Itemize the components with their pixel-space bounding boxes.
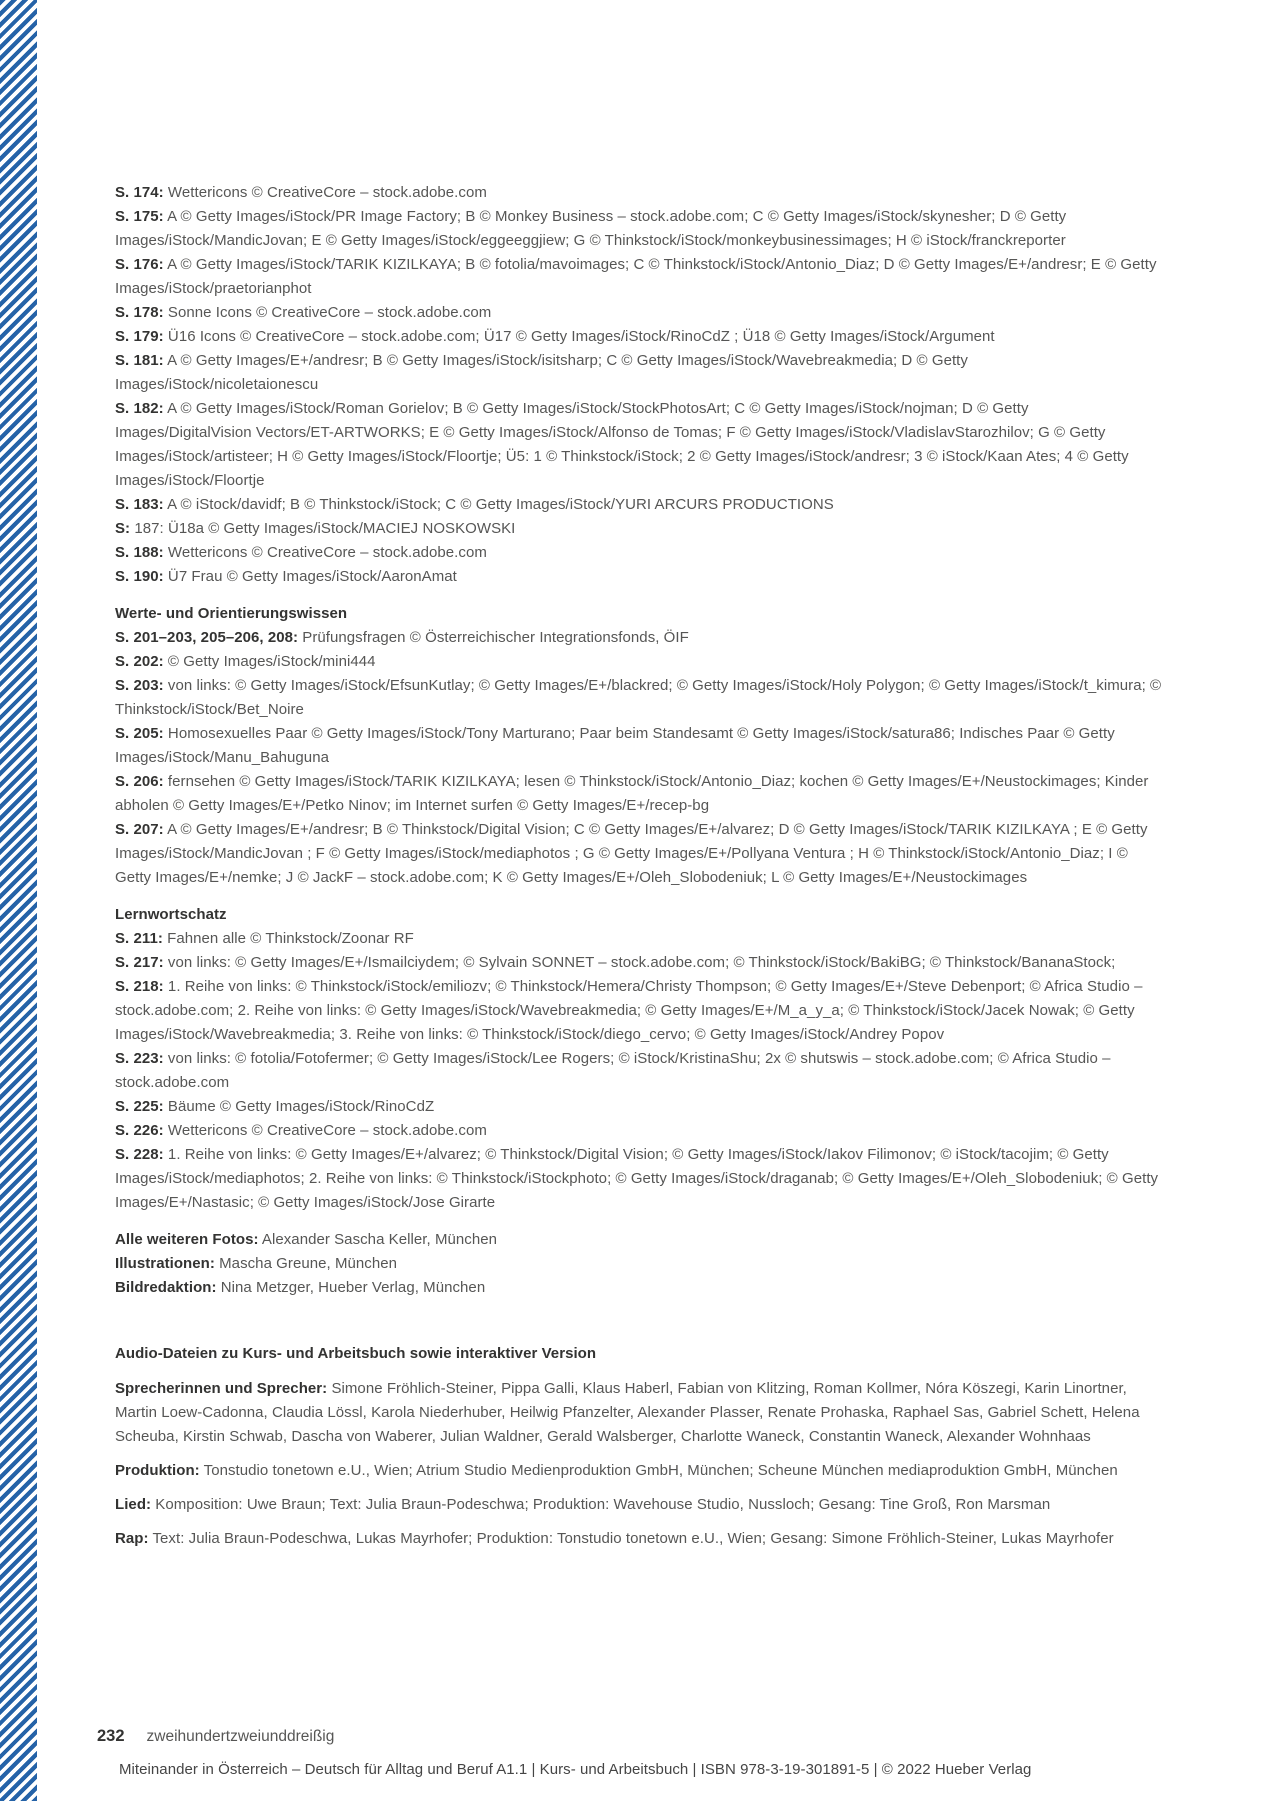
credit-entry: Sprecherinnen und Sprecher: Simone Fröhlich-Steiner, Pippa Galli, Klaus Haberl, Fabian von Klitzing, Roman Kollmer, Nóra Köszegi, Karin Linortner, Martin Loew-Cadonna, Claudia Lössl, Karola Niederhuber, Heilwig Pfanzelter, Alexander Plasser, Renate Prohaska, Raphael Sas, Gabriel Schett, Helena Scheuba, Kirstin Schwab, Dascha von Waberer, Julian Waldner, Gerald Walsberger, Charlotte Waneck, Constantin Waneck, Alexander Wohnhaas <box>115 1380 1140 1445</box>
credit-entry: S. 190: Ü7 Frau © Getty Images/iStock/AaronAmat <box>115 568 457 585</box>
credits-section-colophon <box>115 1228 1163 1300</box>
page-number-line <box>97 1724 334 1749</box>
credit-entry-label: Sprecherinnen und Sprecher: <box>115 1380 328 1397</box>
credit-entry: S. 203: von links: © Getty Images/iStock/EfsunKutlay; © Getty Images/E+/blackred; © Getty Images/iStock/Holy Polygon; © Getty Images/iStock/t_kimura; © Thinkstock/iStock/Bet_Noire <box>115 677 1162 718</box>
credit-entry: S. 211: Fahnen alle © Thinkstock/Zoonar RF <box>115 930 414 947</box>
credit-entry-label: Lied: <box>115 1496 152 1513</box>
credit-entry-label: S. 183: <box>115 496 164 513</box>
decorative-stripe-band <box>0 0 37 1801</box>
credit-entry: Illustrationen: Mascha Greune, München <box>115 1255 398 1272</box>
credit-entry-label: S. 188: <box>115 544 164 561</box>
credit-entry: S. 182: A © Getty Images/iStock/Roman Gorielov; B © Getty Images/iStock/StockPhotosArt; C © Getty Images/iStock/nojman; D © Getty Images/DigitalVision Vectors/ET-ARTWORKS; E © Getty Images/iStock/Alfonso de Tomas; F © Getty Images/iStock/VladislavStarozhilov; G © Getty Images/iStock/artisteer; H © Getty Images/iStock/Floortje; Ü5: 1 © Thinkstock/iStock; 2 © Getty Images/iStock/andresr; 3 © iStock/Kaan Ates; 4 © Getty Images/iStock/Floortje <box>115 400 1129 489</box>
credit-entry: S. 201–203, 205–206, 208: Prüfungsfragen © Österreichischer Integrationsfonds, ÖIF <box>115 629 689 646</box>
imprint-line: Miteinander in Österreich – Deutsch für Alltag und Beruf A1.1 | Kurs- und Arbeitsbuch | ISBN 978-3-19-301891-5 | © 2022 Hueber Verlag <box>119 1761 1032 1778</box>
page-number-word: zweihundertzweiunddreißig <box>146 1728 335 1745</box>
credit-entry-label: S. 218: <box>115 978 164 995</box>
credit-entry-label: Illustrationen: <box>115 1255 215 1272</box>
page-number: 232 <box>97 1727 125 1745</box>
credit-entry-label: S. 211: <box>115 930 163 947</box>
credit-entry-label: S. 179: <box>115 328 164 345</box>
credit-entry-label: S. 178: <box>115 304 164 321</box>
credit-entry-label: Bildredaktion: <box>115 1279 217 1296</box>
section-heading: Audio-Dateien zu Kurs- und Arbeitsbuch sowie interaktiver Version <box>115 1345 597 1362</box>
credit-entry: Bildredaktion: Nina Metzger, Hueber Verlag, München <box>115 1279 486 1296</box>
credit-entry-label: S. 217: <box>115 954 164 971</box>
credit-entry: S. 206: fernsehen © Getty Images/iStock/TARIK KIZILKAYA; lesen © Thinkstock/iStock/Antonio_Diaz; kochen © Getty Images/E+/Neustockimages; Kinder abholen © Getty Images/E+/Petko Ninov; im Internet surfen © Getty Images/E+/recep-bg <box>115 773 1149 814</box>
credits-section-photos <box>115 181 1163 589</box>
credit-entry: S. 228: 1. Reihe von links: © Getty Images/E+/alvarez; © Thinkstock/Digital Vision; © Getty Images/iStock/Iakov Filimonov; © iStock/tacojim; © Getty Images/iStock/mediaphotos; 2. Reihe von links: © Thinkstock/iStockphoto; © Getty Images/iStock/draganab; © Getty Images/E+/Oleh_Slobodeniuk; © Getty Images/E+/Nastasic; © Getty Images/iStock/Jose Girarte <box>115 1146 1159 1211</box>
credit-entry-label: S. 174: <box>115 184 164 201</box>
credit-entry: Produktion: Tonstudio tonetown e.U., Wien; Atrium Studio Medienproduktion GmbH, München; Scheune München mediaproduktion GmbH, München <box>115 1462 1118 1479</box>
credit-entry: S. 175: A © Getty Images/iStock/PR Image Factory; B © Monkey Business – stock.adobe.com; C © Getty Images/iStock/skynesher; D © Getty Images/iStock/MandicJovan; E © Getty Images/iStock/eggeeggjiew; G © Thinkstock/iStock/monkeybusinessimages; H © iStock/franckreporter <box>115 208 1067 249</box>
credits-section-werte <box>115 602 1163 890</box>
credit-entry-label: S. 176: <box>115 256 164 273</box>
credit-entry-label: Produktion: <box>115 1462 200 1479</box>
credit-entry: S. 188: Wettericons © CreativeCore – stock.adobe.com <box>115 544 487 561</box>
credit-entry: S. 217: von links: © Getty Images/E+/Ismailciydem; © Sylvain SONNET – stock.adobe.com; © Thinkstock/iStock/BakiBG; © Thinkstock/BananaStock; <box>115 954 1116 971</box>
credit-entry: S. 181: A © Getty Images/E+/andresr; B © Getty Images/iStock/isitsharp; C © Getty Images/iStock/Wavebreakmedia; D © Getty Images/iStock/nicoletaionescu <box>115 352 968 393</box>
credit-entry-label: S. 228: <box>115 1146 164 1163</box>
credit-entry: Lied: Komposition: Uwe Braun; Text: Julia Braun-Podeschwa; Produktion: Wavehouse Studio, Nussloch; Gesang: Tine Groß, Ron Marsman <box>115 1496 1051 1513</box>
credit-entry: Rap: Text: Julia Braun-Podeschwa, Lukas Mayrhofer; Produktion: Tonstudio tonetown e.U., Wien; Gesang: Simone Fröhlich-Steiner, Lukas Mayrhofer <box>115 1530 1114 1547</box>
credit-entry: S. 202: © Getty Images/iStock/mini444 <box>115 653 376 670</box>
credit-entry: S. 223: von links: © fotolia/Fotofermer; © Getty Images/iStock/Lee Rogers; © iStock/KristinaShu; 2x © shutswis – stock.adobe.com; © Africa Studio – stock.adobe.com <box>115 1050 1111 1091</box>
credit-entry-label: S. 182: <box>115 400 164 417</box>
credit-entry-label: S. 201–203, 205–206, 208: <box>115 629 299 646</box>
credit-entry-label: S. 223: <box>115 1050 164 1067</box>
credit-entry-label: S. 203: <box>115 677 164 694</box>
credit-entry: Alle weiteren Fotos: Alexander Sascha Keller, München <box>115 1231 497 1248</box>
credit-entry: S. 225: Bäume © Getty Images/iStock/RinoCdZ <box>115 1098 435 1115</box>
credit-entry: S. 207: A © Getty Images/E+/andresr; B © Thinkstock/Digital Vision; C © Getty Images/E+/alvarez; D © Getty Images/iStock/TARIK KIZILKAYA ; E © Getty Images/iStock/MandicJovan ; F © Getty Images/iStock/mediaphotos ; G © Getty Images/E+/Pollyana Ventura ; H © Thinkstock/iStock/Antonio_Diaz; I © Getty Images/E+/nemke; J © JackF – stock.adobe.com; K © Getty Images/E+/Oleh_Slobodeniuk; L © Getty Images/E+/Neustockimages <box>115 821 1148 886</box>
credit-entry-label: S. 205: <box>115 725 164 742</box>
credits-list <box>115 181 1163 1551</box>
credit-entry: S. 183: A © iStock/davidf; B © Thinkstock/iStock; C © Getty Images/iStock/YURI ARCURS PRODUCTIONS <box>115 496 834 513</box>
credit-entry: S: 187: Ü18a © Getty Images/iStock/MACIEJ NOSKOWSKI <box>115 520 516 537</box>
credits-section-lernwortschatz <box>115 903 1163 1215</box>
credit-entry-label: S. 206: <box>115 773 164 790</box>
credit-entry-label: S. 175: <box>115 208 164 225</box>
credit-entry-label: Rap: <box>115 1530 149 1547</box>
credit-entry: S. 205: Homosexuelles Paar © Getty Images/iStock/Tony Marturano; Paar beim Standesamt © Getty Images/iStock/satura86; Indisches Paar © Getty Images/iStock/Manu_Bahuguna <box>115 725 1115 766</box>
credit-entry-label: S. 207: <box>115 821 164 838</box>
credit-entry: S. 226: Wettericons © CreativeCore – stock.adobe.com <box>115 1122 487 1139</box>
credit-entry-label: S. 202: <box>115 653 164 670</box>
credit-entry: S. 176: A © Getty Images/iStock/TARIK KIZILKAYA; B © fotolia/mavoimages; C © Thinkstock/iStock/Antonio_Diaz; D © Getty Images/E+/andresr; E © Getty Images/iStock/praetorianphot <box>115 256 1157 297</box>
credit-entry-label: S. 190: <box>115 568 164 585</box>
credit-entry-label: S. 181: <box>115 352 164 369</box>
credit-entry: S. 174: Wettericons © CreativeCore – stock.adobe.com <box>115 184 487 201</box>
credit-entry: S. 179: Ü16 Icons © CreativeCore – stock.adobe.com; Ü17 © Getty Images/iStock/RinoCdZ ; Ü18 © Getty Images/iStock/Argument <box>115 328 995 345</box>
section-heading: Lernwortschatz <box>115 906 227 923</box>
credit-entry: S. 218: 1. Reihe von links: © Thinkstock/iStock/emiliozv; © Thinkstock/Hemera/Christy Thompson; © Getty Images/E+/Steve Debenport; © Africa Studio – stock.adobe.com; 2. Reihe von links: © Getty Images/iStock/Wavebreakmedia; © Getty Images/E+/M_a_y_a; © Thinkstock/iStock/Jacek Nowak; © Getty Images/iStock/Wavebreakmedia; 3. Reihe von links: © Thinkstock/iStock/diego_cervo; © Getty Images/iStock/Andrey Popov <box>115 978 1143 1043</box>
section-heading: Werte- und Orientierungswissen <box>115 605 348 622</box>
credit-entry-label: S. 225: <box>115 1098 164 1115</box>
credit-entry-label: S: <box>115 520 131 537</box>
credits-section-audio <box>115 1342 1163 1551</box>
credit-entry-label: Alle weiteren Fotos: <box>115 1231 259 1248</box>
credit-entry: S. 178: Sonne Icons © CreativeCore – stock.adobe.com <box>115 304 492 321</box>
credit-entry-label: S. 226: <box>115 1122 164 1139</box>
